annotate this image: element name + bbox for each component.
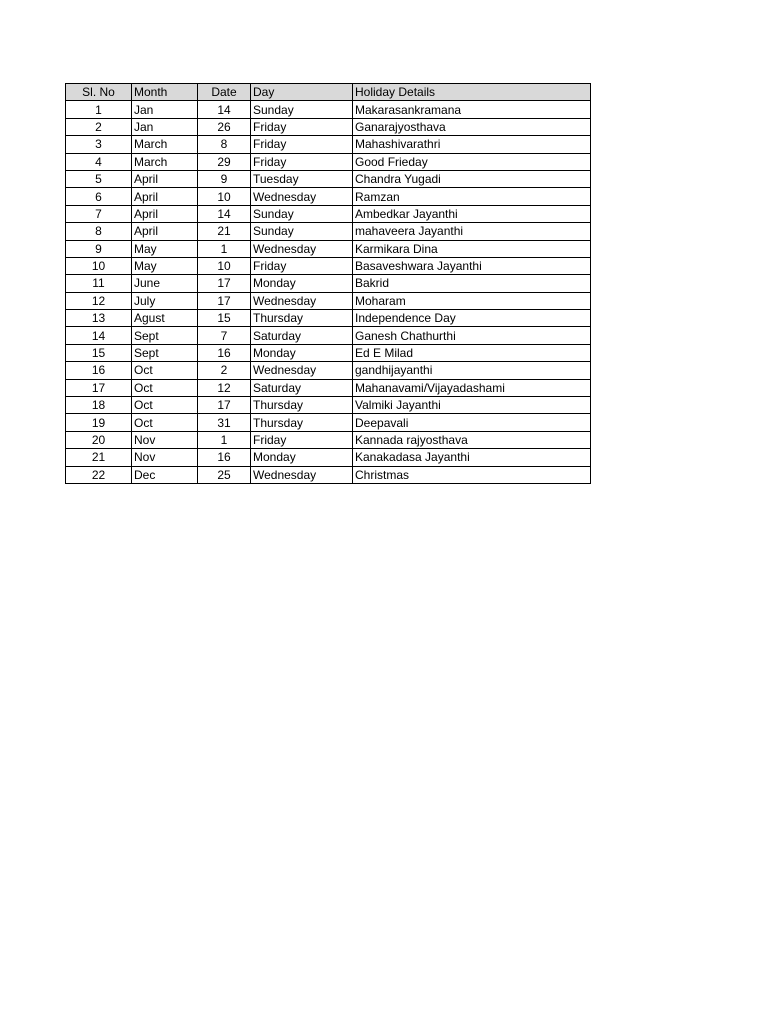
cell-date: 25 xyxy=(198,466,251,483)
table-row xyxy=(66,188,591,205)
header-day: Day xyxy=(251,84,353,101)
cell-sl-no: 8 xyxy=(66,223,132,240)
cell-day: Friday xyxy=(251,153,353,170)
cell-sl-no: 13 xyxy=(66,310,132,327)
cell-date: 29 xyxy=(198,153,251,170)
cell-holiday-details: Ganesh Chathurthi xyxy=(353,327,591,344)
table-row xyxy=(66,292,591,309)
cell-sl-no: 14 xyxy=(66,327,132,344)
cell-day: Tuesday xyxy=(251,170,353,187)
table-row xyxy=(66,379,591,396)
cell-day: Saturday xyxy=(251,327,353,344)
cell-day: Sunday xyxy=(251,205,353,222)
table-row xyxy=(66,240,591,257)
cell-holiday-details: Kanakadasa Jayanthi xyxy=(353,449,591,466)
cell-sl-no: 9 xyxy=(66,240,132,257)
holiday-table xyxy=(65,83,591,484)
cell-date: 9 xyxy=(198,170,251,187)
cell-holiday-details: Independence Day xyxy=(353,310,591,327)
cell-day: Wednesday xyxy=(251,466,353,483)
cell-month: Dec xyxy=(132,466,198,483)
cell-month: April xyxy=(132,205,198,222)
cell-date: 17 xyxy=(198,397,251,414)
table-row xyxy=(66,275,591,292)
cell-sl-no: 11 xyxy=(66,275,132,292)
table-row xyxy=(66,118,591,135)
cell-day: Friday xyxy=(251,136,353,153)
cell-date: 17 xyxy=(198,275,251,292)
cell-day: Thursday xyxy=(251,310,353,327)
cell-month: March xyxy=(132,153,198,170)
cell-sl-no: 1 xyxy=(66,101,132,118)
cell-month: Agust xyxy=(132,310,198,327)
cell-month: Oct xyxy=(132,397,198,414)
table-row xyxy=(66,449,591,466)
cell-month: April xyxy=(132,223,198,240)
cell-month: Jan xyxy=(132,101,198,118)
cell-holiday-details: Makarasankramana xyxy=(353,101,591,118)
cell-day: Monday xyxy=(251,275,353,292)
cell-holiday-details: Karmikara Dina xyxy=(353,240,591,257)
table-row xyxy=(66,257,591,274)
table-row xyxy=(66,344,591,361)
cell-date: 12 xyxy=(198,379,251,396)
cell-month: March xyxy=(132,136,198,153)
cell-date: 26 xyxy=(198,118,251,135)
cell-month: Nov xyxy=(132,449,198,466)
cell-sl-no: 15 xyxy=(66,344,132,361)
cell-month: April xyxy=(132,170,198,187)
cell-sl-no: 3 xyxy=(66,136,132,153)
cell-date: 16 xyxy=(198,344,251,361)
table-row xyxy=(66,170,591,187)
cell-holiday-details: Bakrid xyxy=(353,275,591,292)
table-row xyxy=(66,101,591,118)
table-row xyxy=(66,136,591,153)
cell-holiday-details: Chandra Yugadi xyxy=(353,170,591,187)
cell-sl-no: 18 xyxy=(66,397,132,414)
cell-sl-no: 12 xyxy=(66,292,132,309)
cell-holiday-details: Christmas xyxy=(353,466,591,483)
cell-day: Friday xyxy=(251,257,353,274)
header-row xyxy=(66,84,591,101)
header-holiday-details: Holiday Details xyxy=(353,84,591,101)
cell-sl-no: 7 xyxy=(66,205,132,222)
table-row xyxy=(66,362,591,379)
header-sl-no: Sl. No xyxy=(66,84,132,101)
cell-date: 14 xyxy=(198,101,251,118)
cell-holiday-details: Good Frieday xyxy=(353,153,591,170)
table-body xyxy=(66,101,591,484)
cell-month: June xyxy=(132,275,198,292)
header-month: Month xyxy=(132,84,198,101)
cell-date: 8 xyxy=(198,136,251,153)
cell-day: Thursday xyxy=(251,414,353,431)
cell-holiday-details: Ganarajyosthava xyxy=(353,118,591,135)
cell-day: Sunday xyxy=(251,101,353,118)
cell-day: Wednesday xyxy=(251,292,353,309)
cell-month: April xyxy=(132,188,198,205)
table-row xyxy=(66,414,591,431)
cell-date: 10 xyxy=(198,257,251,274)
table-row xyxy=(66,205,591,222)
cell-holiday-details: gandhijayanthi xyxy=(353,362,591,379)
cell-day: Wednesday xyxy=(251,362,353,379)
cell-holiday-details: Deepavali xyxy=(353,414,591,431)
cell-date: 1 xyxy=(198,431,251,448)
cell-sl-no: 22 xyxy=(66,466,132,483)
cell-sl-no: 17 xyxy=(66,379,132,396)
cell-day: Wednesday xyxy=(251,240,353,257)
cell-holiday-details: Ramzan xyxy=(353,188,591,205)
cell-sl-no: 19 xyxy=(66,414,132,431)
table-row xyxy=(66,397,591,414)
cell-holiday-details: Mahashivarathri xyxy=(353,136,591,153)
header-date: Date xyxy=(198,84,251,101)
cell-date: 17 xyxy=(198,292,251,309)
cell-day: Sunday xyxy=(251,223,353,240)
cell-sl-no: 16 xyxy=(66,362,132,379)
holiday-sheet xyxy=(65,83,590,484)
cell-month: Oct xyxy=(132,379,198,396)
cell-date: 1 xyxy=(198,240,251,257)
cell-month: July xyxy=(132,292,198,309)
cell-date: 16 xyxy=(198,449,251,466)
cell-sl-no: 5 xyxy=(66,170,132,187)
cell-day: Thursday xyxy=(251,397,353,414)
table-row xyxy=(66,431,591,448)
cell-holiday-details: Basaveshwara Jayanthi xyxy=(353,257,591,274)
cell-date: 7 xyxy=(198,327,251,344)
cell-sl-no: 10 xyxy=(66,257,132,274)
cell-holiday-details: Ambedkar Jayanthi xyxy=(353,205,591,222)
cell-date: 2 xyxy=(198,362,251,379)
cell-date: 21 xyxy=(198,223,251,240)
cell-day: Friday xyxy=(251,431,353,448)
cell-date: 14 xyxy=(198,205,251,222)
cell-holiday-details: Moharam xyxy=(353,292,591,309)
cell-month: May xyxy=(132,257,198,274)
table-row xyxy=(66,310,591,327)
cell-month: Oct xyxy=(132,362,198,379)
cell-day: Monday xyxy=(251,344,353,361)
cell-month: Sept xyxy=(132,327,198,344)
cell-day: Wednesday xyxy=(251,188,353,205)
cell-day: Monday xyxy=(251,449,353,466)
cell-date: 10 xyxy=(198,188,251,205)
cell-sl-no: 4 xyxy=(66,153,132,170)
cell-sl-no: 6 xyxy=(66,188,132,205)
cell-holiday-details: mahaveera Jayanthi xyxy=(353,223,591,240)
cell-month: Jan xyxy=(132,118,198,135)
cell-holiday-details: Kannada rajyosthava xyxy=(353,431,591,448)
table-row xyxy=(66,153,591,170)
cell-month: Nov xyxy=(132,431,198,448)
cell-month: May xyxy=(132,240,198,257)
cell-day: Saturday xyxy=(251,379,353,396)
cell-sl-no: 21 xyxy=(66,449,132,466)
table-row xyxy=(66,466,591,483)
cell-holiday-details: Valmiki Jayanthi xyxy=(353,397,591,414)
cell-sl-no: 20 xyxy=(66,431,132,448)
cell-month: Oct xyxy=(132,414,198,431)
cell-month: Sept xyxy=(132,344,198,361)
cell-holiday-details: Mahanavami/Vijayadashami xyxy=(353,379,591,396)
table-row xyxy=(66,327,591,344)
cell-holiday-details: Ed E Milad xyxy=(353,344,591,361)
cell-date: 31 xyxy=(198,414,251,431)
table-row xyxy=(66,223,591,240)
cell-sl-no: 2 xyxy=(66,118,132,135)
cell-date: 15 xyxy=(198,310,251,327)
cell-day: Friday xyxy=(251,118,353,135)
